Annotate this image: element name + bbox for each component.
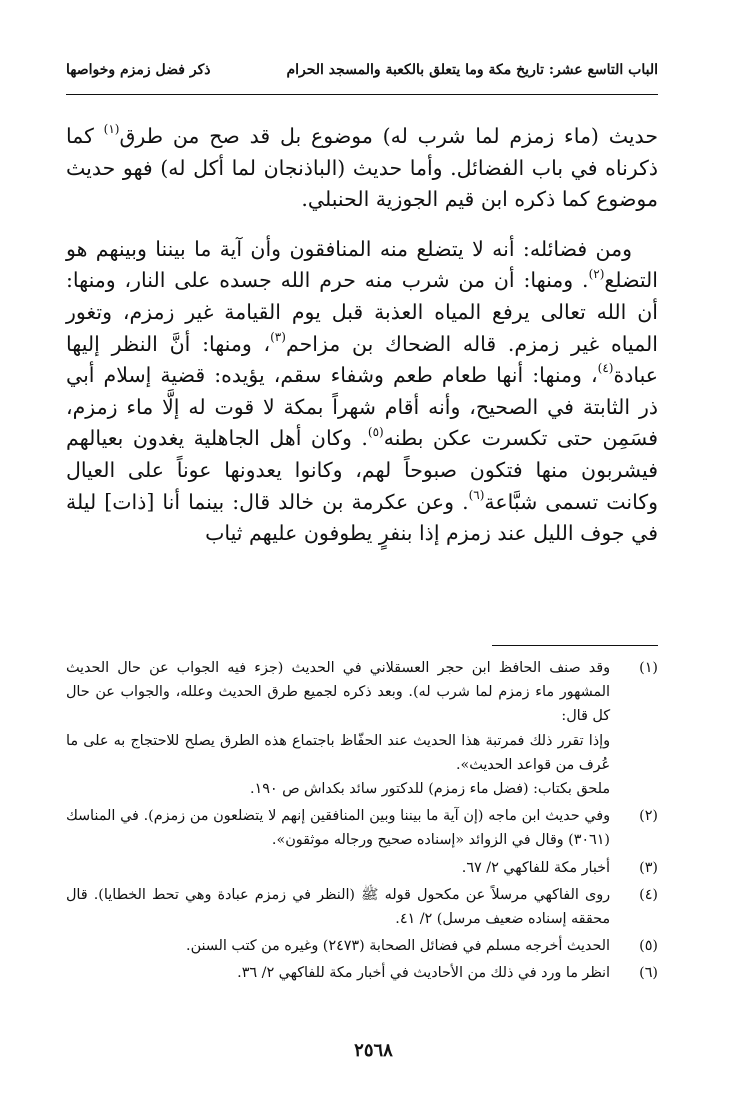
footnote-line: أخبار مكة للفاكهي ٢/ ٦٧.	[461, 859, 610, 876]
footnote-line: وفي حديث ابن ماجه (إن آية ما بيننا وبين المنافقين إنهم لا يتضلعون من زمزم). في المناسك (٣٠٦١) وقال في الزوائد «إسناده صحيح ورجاله موثقون».	[66, 808, 610, 849]
footnote-ref-5[interactable]: (٥)	[367, 424, 384, 439]
footnote-line: روى الفاكهي مرسلاً عن مكحول قوله ﷺ (النظر في زمزم عبادة وهي تحط الخطايا). قال محققه إسناده ضعيف مرسل) ٢/ ٤١.	[66, 886, 610, 928]
text-span: . ومنها: أن من شرب منه حرم الله جسده على النار، ومنها: أن الله تعالى يرفع المياه العذبة قبل يوم القيامة غير زمزم، وتغور المياه غير زمزم. قاله الضحاك بن مزاحم	[66, 268, 658, 356]
footnote-number: (٣)	[639, 859, 658, 876]
footnote-2	[66, 804, 658, 852]
text-span: . وعن عكرمة بن خالد قال: بينما أنا [ذات] ليلة في جوف الليل عند زمزم إذا بنفرٍ يطوفون عليهم ثياب	[66, 489, 658, 546]
text-span: حديث (ماء زمزم لما شرب له) موضوع بل قد صح من طرق	[119, 124, 658, 148]
footnote-5	[66, 934, 658, 958]
footnote-number: (٢)	[639, 808, 658, 825]
text-span: . وكان أهل الجاهلية يغدون بعيالهم فيشربون منها فتكون صبوحاً لهم، وكانوا يعدونها عوناً على العيال وكانت تسمى شبَّاعة	[66, 426, 658, 514]
running-header	[66, 62, 658, 86]
text-span: ومن فضائله: أنه لا يتضلع منه المنافقون وأن آية ما بيننا وبينهم هو التضلع	[66, 236, 658, 293]
footnote-ref-3[interactable]: (٣)	[270, 329, 286, 344]
footnote-line: ملحق بكتاب: (فضل ماء زمزم) للدكتور سائد بكداش ص ١٩٠.	[249, 781, 610, 798]
footnote-line: وقد صنف الحافظ ابن حجر العسقلاني في الحديث (جزء فيه الجواب عن حال الحديث المشهور ماء زمزم لما شرب له). وبعد ذكره لجميع طرق الحديث وعلله، والجواب عن حال كل قال:	[66, 660, 610, 725]
text-span: كما ذكرناه في باب الفضائل. وأما حديث (الباذنجان لما أكل له) فهو حديث موضوع كما ذكره ابن قيم الجوزية الحنبلي.	[66, 124, 658, 212]
footnote-6	[66, 961, 658, 985]
main-text	[66, 121, 658, 550]
paragraph-2	[66, 234, 658, 550]
text-span: ، ومنها: أنها طعام طعم وشفاء سقم، يؤيده: قضية إسلام أبي ذر الثابتة في الصحيح، وأنه أقام شهراً بمكة لا قوت له إلَّا ماء زمزم، فسَمِن حتى تكسرت عكن بطنه	[66, 363, 658, 451]
footnote-separator	[492, 645, 658, 646]
chapter-title: الباب التاسع عشر: تاريخ مكة وما يتعلق بالكعبة والمسجد الحرام	[286, 62, 658, 78]
footnote-number: (١)	[639, 660, 658, 676]
footnote-line: انظر ما ورد في ذلك من الأحاديث في أخبار مكة للفاكهي ٢/ ٣٦.	[237, 965, 610, 982]
footnote-number: (٦)	[639, 965, 658, 982]
footnote-4	[66, 883, 658, 931]
footnote-1	[66, 656, 658, 801]
footnote-ref-4[interactable]: (٤)	[597, 361, 614, 376]
footnote-ref-2[interactable]: (٢)	[588, 266, 605, 281]
footnote-line: الحديث أخرجه مسلم في فضائل الصحابة (٢٤٧٣) وغيره من كتب السنن.	[186, 938, 610, 955]
footnote-number: (٤)	[639, 886, 658, 903]
footnote-3	[66, 856, 658, 880]
footnote-ref-6[interactable]: (٦)	[468, 487, 485, 502]
section-title: ذكر فضل زمزم وخواصها	[66, 62, 211, 78]
header-rule	[66, 94, 658, 95]
page-number: ٢٥٦٨	[354, 1040, 393, 1061]
paragraph-1	[66, 121, 658, 216]
footnote-line: وإذا تقرر ذلك فمرتبة هذا الحديث عند الحفّاظ باجتماع هذه الطرق يصلح للاحتجاج به على ما عُرف من قواعد الحديث».	[66, 732, 610, 773]
footnote-number: (٥)	[639, 938, 658, 955]
footnotes	[66, 656, 658, 989]
footnote-ref-1[interactable]: (١)	[103, 122, 120, 137]
text-span: ، ومنها: أنَّ النظر إليها عبادة	[66, 331, 658, 388]
